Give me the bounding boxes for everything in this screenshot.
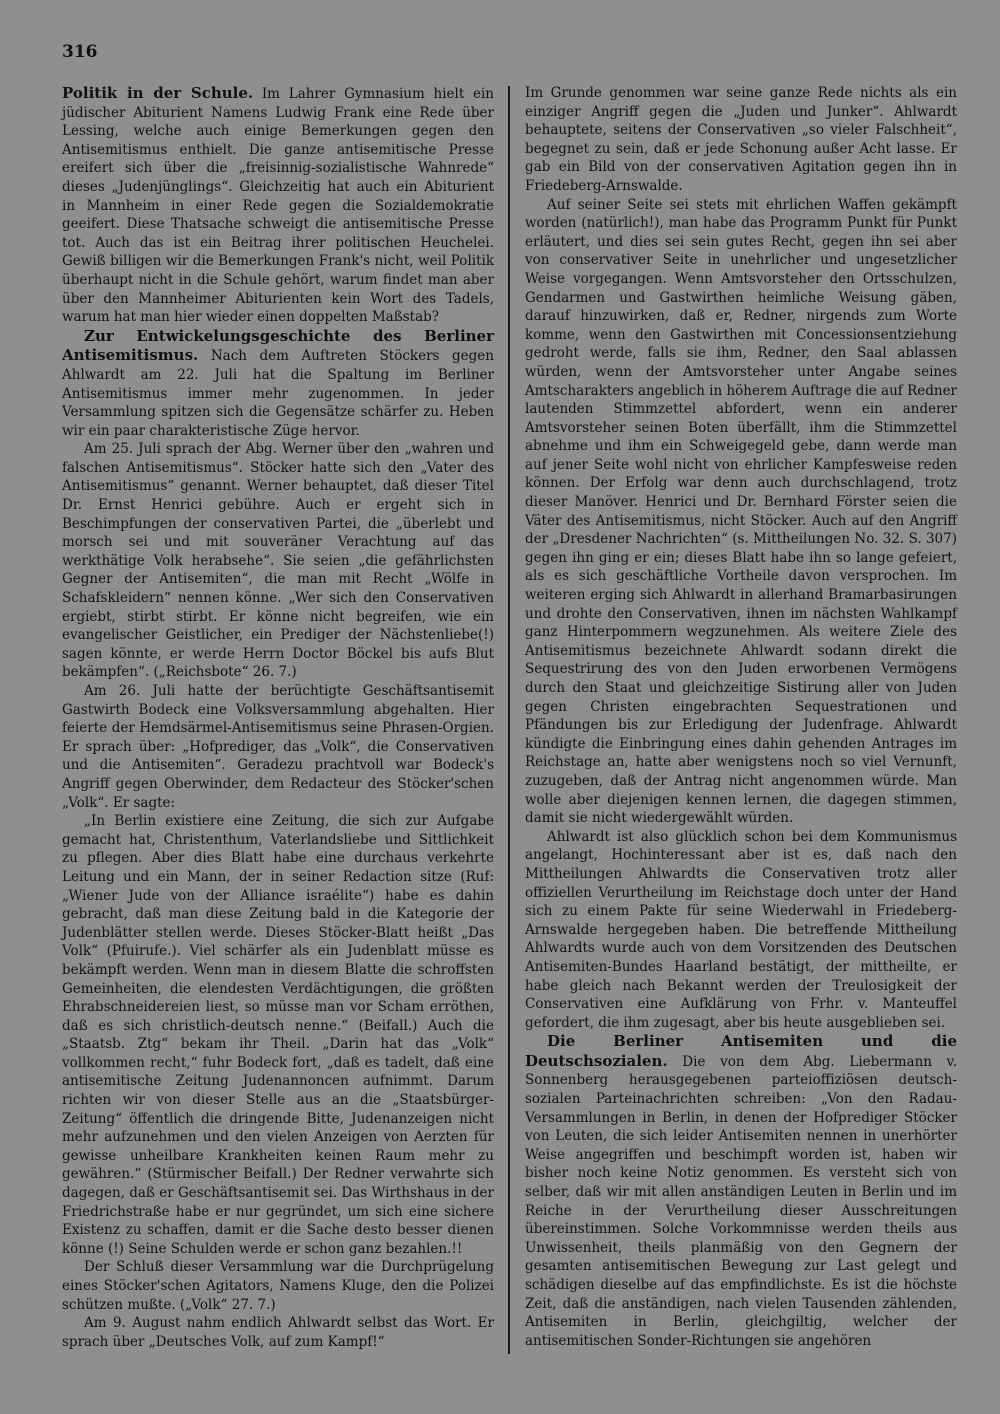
article-heading: Politik in der Schule. bbox=[62, 84, 254, 102]
right-column bbox=[525, 84, 957, 1350]
article-text: Im Lahrer Gymnasium hielt ein jüdischer Abiturient Namens Ludwig Frank eine Rede über Lessing, welche auch einige Bemerkungen gegen den Antisemitismus enthielt. Die ganze antisemitische Presse ereifert sich über die „freisinnig-sozialistische Wahnrede“ dieses „Judenjünglings“. Gleichzeitig hat auch ein Abiturient in Mannheim in einer Rede gegen die Sozialdemokratie geeifert. Diese Thatsache schweigt die antisemitische Presse tot. Auch das ist ein Beitrag ihrer politischen Heuchelei. Gewiß billigen wir die Bemerkungen Frank's nicht, weil Politik überhaupt nicht in die Schule gehört, warum findet man aber über den Mannheimer Abiturienten kein Wort des Tadels, warum hat man hier wieder einen doppelten Maßstab? bbox=[62, 86, 495, 326]
paragraph: Am 26. Juli hatte der berüchtigte Geschäftsantisemit Gastwirth Bodeck eine Volksversammlung abgehalten. Hier feierte der Hemdsärmel-Antisemitismus seine Phrasen-Orgien. Er sprach über: „Hofprediger, das „Volk“, die Conservativen und die Antisemiten“. Geradezu prachtvoll war Bodeck's Angriff gegen Oberwinder, dem Redacteur des Stöcker'schen „Volk“. Er sagte: bbox=[62, 683, 494, 811]
column-divider bbox=[508, 86, 510, 1354]
quote-paragraph: „In Berlin existiere eine Zeitung, die sich zur Aufgabe gemacht hat, Christenthum, Vaterlandsliebe und Sittlichkeit zu pflegen. Aber dies Blatt habe eine durchaus verkehrte Leitung und ein Mann, der in seiner Redaction sitze (Ruf: „Wiener Jude von der Alliance israélite“) habe es dahin gebracht, daß man diese Zeitung bald in die Kategorie der Judenblätter stellen werde. Dieses Stöcker-Blatt heißt „Das Volk“ (Pfuirufe.). Viel schärfer als ein Judenblatt müsse es bekämpft werden. Wenn man in diesem Blatte die schroffsten Gemeinheiten, die elendesten Verdächtigungen, die größten Ehrabschneidereien liest, so müsse man vor Scham erröthen, daß es sich christlich-deutsch nenne.“ (Beifall.) Auch die „Staatsb. Ztg“ bekam ihr Theil. „Darin hat das „Volk“ vollkommen recht,“ fuhr Bodeck fort, „daß es tadelt, daß eine antisemitische Zeitung Judenannoncen aufnimmt. Darum richten wir von dieser Stelle aus an die „Staatsbürger-Zeitung“ öffentlich die dringende Bitte, Judenanzeigen nicht mehr aufzunehmen und den vielen Anzeigen von Aerzten für gewisse unheilbare Krankheiten keinen Raum mehr zu gewähren.“ (Stürmischer Beifall.) Der Redner verwahrte sich dagegen, daß er Geschäftsantisemit sei. Das Wirthshaus in der Friedrichstraße habe er nur gegründet, um sich eine sichere Existenz zu schaffen, damit er die Sache desto besser dienen könne (!) Seine Schulden werde er schon ganz bezahlen.!! bbox=[62, 813, 494, 1257]
article-berliner-antisemiten bbox=[525, 1032, 957, 1350]
article-text: Die von dem Abg. Liebermann v. Sonnenberg herausgegebenen parteioffiziösen deutsch-sozialen Parteinachrichten schreiben: „Von den Radau-Versammlungen in Berlin, in denen der Hofprediger Stöcker von Leuten, die sich leider Antisemiten nennen in unerhörter Weise angegriffen und beschimpft worden ist, haben wir bisher noch keine Notiz genommen. Es versteht sich von selber, daß wir mit allen anständigen Leuten in Berlin und im Reiche in der Verurtheilung dieser Ausschreitungen übereinstimmen. Solche Vorkommnisse werden theils aus Unwissenheit, theils planmäßig von den Gegnern der gesamten antisemitischen Bewegung zur Last gelegt und schädigen dieselbe auf das empfindlichste. Es ist die höchste Zeit, daß die anständigen, nach vielen Tausenden zählenden, Antisemiten in Berlin, gleichgiltig, welcher der antisemitischen Sonder-Richtungen sie angehören bbox=[525, 1053, 957, 1349]
left-column bbox=[62, 84, 494, 1351]
paragraph: Am 9. August nahm endlich Ahlwardt selbst das Wort. Er sprach über „Deutsches Volk, auf zum Kampf!“ bbox=[62, 1315, 494, 1350]
paragraph: Im Grunde genommen war seine ganze Rede nichts als ein einziger Angriff gegen die „Juden und Junker“. Ahlwardt behauptete, seitens der Conservativen „so vieler Falschheit“, begegnet zu sein, daß er jede Schonung außer Acht lasse. Er gab ein Bild von der conservativen Agitation gegen ihn in Friedeberg-Arnswalde. bbox=[525, 85, 957, 194]
paragraph: Ahlwardt ist also glücklich schon bei dem Kommunismus angelangt, Hochinteressant aber ist es, daß nach den Mittheilungen Ahlwardts die Conservativen trotz aller offiziellen Verurtheilung im Reichstage doch unter der Hand sich zu einem Pakte für seine Wiederwahl in Friedeberg-Arnswalde hergegeben haben. Die betreffende Mittheilung Ahlwardts wurde auch von dem Vorsitzenden des Deutschen Antisemiten-Bundes Haarland bestätigt, der mittheilte, er habe gleich nach Bekannt werden der Treulosigkeit der Conservativen eine Aufklärung von Frhr. v. Manteuffel gefordert, die ihm zugesagt, aber bis heute ausgeblieben sei. bbox=[525, 828, 957, 1031]
article-heading: Die Berliner Antisemiten und die Deutschsozialen. bbox=[525, 1032, 957, 1070]
article-text: Nach dem Auftreten Stöckers gegen Ahlwardt am 22. Juli hat die Spaltung im Berliner Antisemitismus immer mehr zugenommen. In jeder Versammlung spitzen sich die Gegensätze schärfer zu. Heben wir ein paar charakteristische Züge hervor. bbox=[62, 348, 494, 439]
paragraph: Auf seiner Seite sei stets mit ehrlichen Waffen gekämpft worden (natürlich!), man habe das Programm Punkt für Punkt erläutert, und dies sei sein gutes Recht, gegen ihn sei aber von conservativer Seite in unehrlicher und ungesetzlicher Weise vorgegangen. Wenn Amtsvorsteher den Ortsschulzen, Gendarmen und Gastwirthen heimliche Weisung gäben, darauf hinzuwirken, daß er, Redner, nirgends zum Worte komme, wenn den Gastwirthen mit Concessionsentziehung gedroht werde, falls sie ihm, Redner, den Saal ablassen würden, wenn der Amtsvorsteher unter Angabe seines Amtscharakters angeblich in höherem Auftrage die auf Redner lautenden Stimmzettel abfordert, wenn ein anderer Amtsvorsteher seinen Boten überfällt, ihm die Stimmzettel abnehme und ihm ein Schweigegeld gebe, dann werde man auf jener Seite wohl nicht von ehrlicher Kampfesweise reden können. Der Erfolg war denn auch durchschlagend, trotz dieser Manöver. Henrici und Dr. Bernhard Förster seien die Väter des Antisemitismus, nicht Stöcker. Auch auf den Angriff der „Dresdener Nachrichten“ (s. Mittheilungen No. 32. S. 307) gegen ihn ging er ein; dieses Blatt habe ihn so lange gefeiert, als es sich geschäftliche Vortheile davon versprochen. Im weiteren erging sich Ahlwardt in allerhand Bramarbasirungen und drohte den Conservativen, ihnen im nächsten Wahlkampf ganz Hinterpommern wegzunehmen. Als weitere Ziele des Antisemitismus bezeichnete Ahlwardt sodann direkt die Sequestrirung des von den Juden erworbenen Vermögens durch den Staat und gleichzeitige Sistirung aller von Juden gegen Christen eingebrachten Sequestrationen und Pfändungen bis zur Erledigung der Judenfrage. Ahlwardt kündigte die Einbringung eines dahin gehenden Antrages im Reichstage an, hatte aber wenigstens noch so viel Vernunft, zuzugeben, daß der Antrag nicht angenommen würde. Man wolle aber diejenigen kennen lernen, die dagegen stimmen, damit sie nicht wiedergewählt würden. bbox=[525, 196, 958, 827]
article-heading: Zur Entwickelungsgeschichte des Berliner Antisemitismus. bbox=[62, 326, 494, 365]
article-politik-in-der-schule bbox=[62, 84, 494, 327]
paragraph: Am 25. Juli sprach der Abg. Werner über den „wahren und falschen Antisemitismus“. Stöcker hatte sich den „Vater des Antisemitismus“ genannt. Werner behauptet, daß dieser Titel Dr. Ernst Henrici gebühre. Auch er ergeht sich in Beschimpfungen der conservativen Partei, die „überlebt und morsch sei und mit souveräner Verachtung auf das werkthätige Volk herabsehe“. Sie seien „die gefährlichsten Gegner der Antisemiten“, die man mit Recht „Wölfe in Schafskleidern“ nennen könne. „Wer sich den Conservativen ergiebt, stirbt stirbt. Er könne nicht begreifen, wie ein evangelischer Geistlicher, ein Prediger der Nächstenliebe(!) sagen könnte, er werde Herrn Doctor Böckel bis aufs Blut bekämpfen“. („Reichsbote“ 26. 7.) bbox=[62, 441, 494, 681]
paragraph: Der Schluß dieser Versammlung war die Durchprügelung eines Stöcker'schen Agitators, Namens Kluge, den die Polizei schützen mußte. („Volk“ 27. 7.) bbox=[62, 1259, 494, 1313]
page-number: 316 bbox=[62, 42, 98, 62]
article-entwickelungsgeschichte bbox=[62, 327, 494, 441]
